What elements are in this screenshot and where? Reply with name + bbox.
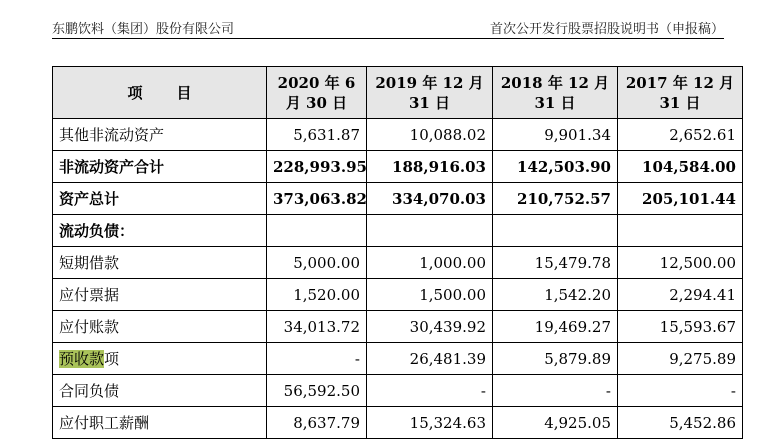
table-row	[53, 343, 743, 375]
cell-value: 8,637.79	[267, 407, 367, 439]
row-label: 短期借款	[53, 247, 267, 279]
cell-value: -	[493, 375, 618, 407]
table-row	[53, 311, 743, 343]
cell-value: 9,901.34	[493, 119, 618, 151]
cell-value: 5,879.89	[493, 343, 618, 375]
row-label: 预收款项	[53, 343, 267, 375]
cell-value: 4,925.05	[493, 407, 618, 439]
column-header-2020-06: 2020 年 6 月 30 日	[267, 67, 367, 119]
document-title: 首次公开发行股票招股说明书（申报稿）	[489, 22, 724, 37]
balance-sheet-table	[52, 66, 743, 439]
cell-value: 1,520.00	[267, 279, 367, 311]
cell-value: 188,916.03	[367, 151, 493, 183]
cell-value: 30,439.92	[367, 311, 493, 343]
row-label: 应付账款	[53, 311, 267, 343]
row-label: 其他非流动资产	[53, 119, 267, 151]
cell-value: 10,088.02	[367, 119, 493, 151]
column-header-2017-12: 2017 年 12 月 31 日	[618, 67, 743, 119]
cell-value: 142,503.90	[493, 151, 618, 183]
table-row	[53, 247, 743, 279]
cell-value: 2,652.61	[618, 119, 743, 151]
cell-value: 9,275.89	[618, 343, 743, 375]
row-label: 应付职工薪酬	[53, 407, 267, 439]
cell-value: 15,479.78	[493, 247, 618, 279]
cell-value: -	[618, 375, 743, 407]
cell-value: 5,452.86	[618, 407, 743, 439]
row-label: 应付票据	[53, 279, 267, 311]
cell-value: 373,063.82	[267, 183, 367, 215]
cell-value: 15,593.67	[618, 311, 743, 343]
company-name: 东鹏饮料（集团）股份有限公司	[52, 22, 235, 37]
cell-value: 15,324.63	[367, 407, 493, 439]
table-row-subtotal	[53, 151, 743, 183]
table-row-total	[53, 183, 743, 215]
column-header-2018-12: 2018 年 12 月 31 日	[493, 67, 618, 119]
cell-value: 5,631.87	[267, 119, 367, 151]
cell-value: 1,542.20	[493, 279, 618, 311]
cell-value: 205,101.44	[618, 183, 743, 215]
table-row	[53, 407, 743, 439]
table-header-row	[53, 67, 743, 119]
row-label: 非流动资产合计	[53, 151, 267, 183]
section-label: 流动负债：	[53, 215, 267, 247]
cell-value: 26,481.39	[367, 343, 493, 375]
cell-value	[618, 215, 743, 247]
row-label: 资产总计	[53, 183, 267, 215]
page-header	[52, 14, 724, 39]
cell-value: -	[367, 375, 493, 407]
cell-value: 34,013.72	[267, 311, 367, 343]
cell-value	[367, 215, 493, 247]
cell-value: 210,752.57	[493, 183, 618, 215]
cell-value	[493, 215, 618, 247]
column-header-2019-12: 2019 年 12 月 31 日	[367, 67, 493, 119]
cell-value: -	[267, 343, 367, 375]
cell-value: 1,500.00	[367, 279, 493, 311]
cell-value: 12,500.00	[618, 247, 743, 279]
table-row-section	[53, 215, 743, 247]
cell-value: 1,000.00	[367, 247, 493, 279]
cell-value: 104,584.00	[618, 151, 743, 183]
table-row	[53, 375, 743, 407]
table-row	[53, 279, 743, 311]
cell-value: 2,294.41	[618, 279, 743, 311]
cell-value	[267, 215, 367, 247]
table-row	[53, 119, 743, 151]
column-header-item: 项 目	[53, 67, 267, 119]
cell-value: 334,070.03	[367, 183, 493, 215]
cell-value: 5,000.00	[267, 247, 367, 279]
highlighted-text: 预收款	[59, 350, 105, 368]
cell-value: 228,993.95	[267, 151, 367, 183]
row-label: 合同负债	[53, 375, 267, 407]
cell-value: 19,469.27	[493, 311, 618, 343]
cell-value: 56,592.50	[267, 375, 367, 407]
